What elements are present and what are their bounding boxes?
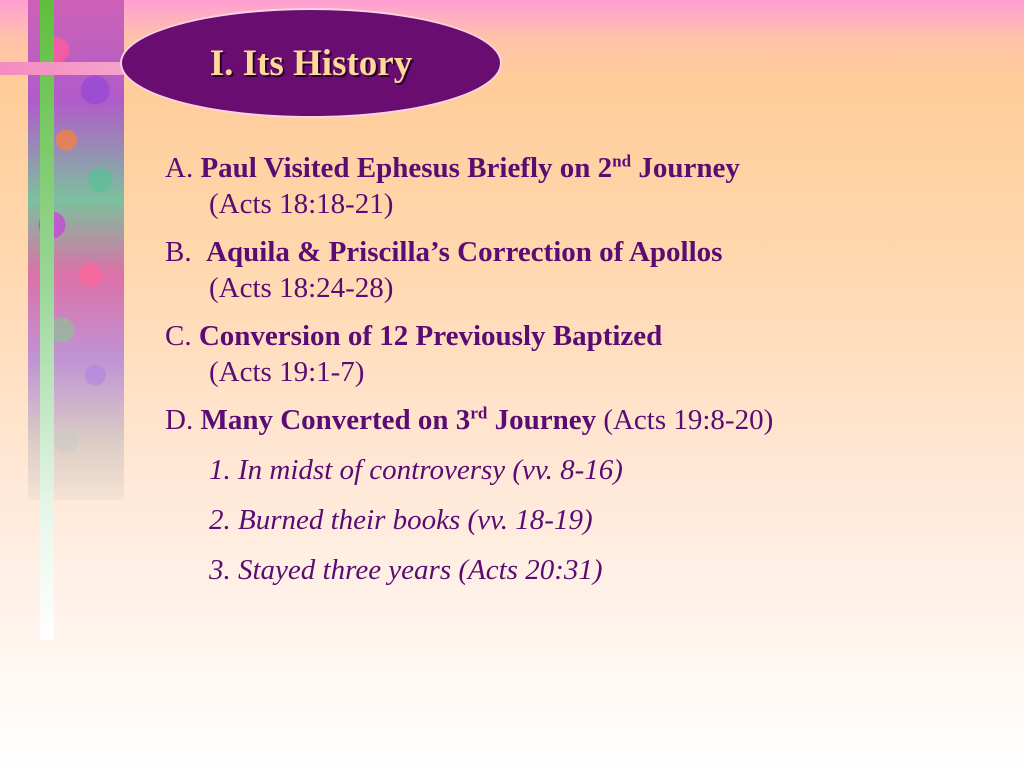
item-heading: Aquila & Priscilla’s Correction of Apollos bbox=[206, 236, 723, 268]
sub-item-2: 2. Burned their books (vv. 18-19) bbox=[209, 504, 593, 536]
outline-item-a bbox=[165, 150, 1005, 222]
item-inline-reference: (Acts 19:8-20) bbox=[596, 404, 774, 436]
item-heading: Conversion of 12 Previously Baptized bbox=[198, 320, 663, 352]
item-superscript: nd bbox=[612, 151, 632, 171]
slide-title: I. Its History bbox=[209, 42, 413, 84]
item-heading: Many Converted on 3 bbox=[200, 404, 471, 436]
decorative-vertical-bar bbox=[40, 0, 54, 640]
item-reference: (Acts 18:24-28) bbox=[209, 272, 394, 304]
item-heading: Paul Visited Ephesus Briefly on 2 bbox=[200, 152, 613, 184]
item-reference: (Acts 18:18-21) bbox=[209, 188, 394, 220]
item-heading-after: Journey bbox=[631, 152, 740, 184]
item-heading-after: Journey bbox=[487, 404, 597, 436]
sub-item-1: 1. In midst of controversy (vv. 8-16) bbox=[209, 454, 623, 486]
title-oval bbox=[120, 8, 502, 118]
outline-item-b bbox=[165, 234, 1005, 306]
sub-item-3: 3. Stayed three years (Acts 20:31) bbox=[209, 554, 603, 586]
decorative-horizontal-bar bbox=[0, 62, 140, 75]
outline bbox=[165, 150, 1005, 600]
item-letter: D. bbox=[165, 404, 194, 436]
outline-item-c bbox=[165, 318, 1005, 390]
item-letter: A. bbox=[165, 152, 194, 184]
item-reference: (Acts 19:1-7) bbox=[209, 356, 365, 388]
item-superscript: rd bbox=[470, 403, 488, 423]
item-letter: C. bbox=[165, 320, 192, 352]
item-letter: B. bbox=[165, 236, 192, 268]
outline-item-d bbox=[165, 402, 1005, 588]
